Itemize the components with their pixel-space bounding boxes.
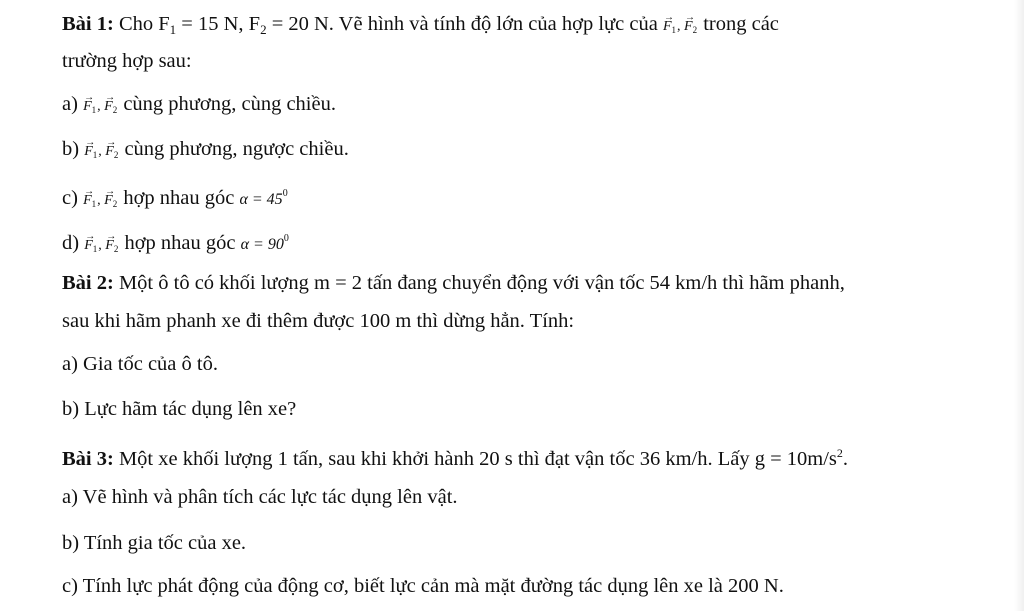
bai1-item-c [62, 182, 288, 216]
vector-separator: , [677, 19, 685, 34]
vector-separator: , [97, 193, 105, 208]
bai1-intro-text-b: = 15 N, F [176, 13, 261, 35]
bai2-line-1 [62, 271, 845, 295]
bai1-intro-line-2: trường hợp sau: [62, 50, 192, 72]
page-edge-shadow [1014, 0, 1024, 611]
bai1-item-d [62, 227, 289, 261]
squared-superscript: 2 [836, 446, 843, 460]
item-label: c) [62, 187, 84, 209]
vector-separator: , [98, 144, 106, 159]
bai3-title: Bài 3: [62, 448, 114, 470]
bai3-item-a: a) Vẽ hình và phân tích các lực tác dụng lên vật. [62, 486, 458, 508]
bai2-title: Bài 2: [62, 272, 114, 294]
bai3-text-1: Một xe khối lượng 1 tấn, sau khi khởi hành 20 s thì đạt vận tốc 36 km/h. Lấy g = 10m/s [113, 448, 837, 470]
bai1-f1-subscript: 1 [169, 22, 177, 37]
bai1-title: Bài 1: [62, 13, 114, 35]
vector-separator: , [97, 99, 105, 114]
vector-f1: → $F_1$ [84, 140, 97, 167]
item-text: cùng phương, cùng chiều. [118, 93, 336, 115]
bai3-item-c: c) Tính lực phát động của động cơ, biết lực cản mà mặt đường tác dụng lên xe là 200 N. [62, 575, 784, 597]
angle-formula: $\alpha = 90^0$ [240, 233, 289, 253]
vector-separator: , [98, 238, 106, 253]
vector-f1: → $F_1$ [83, 189, 96, 216]
bai1-f2-subscript: 2 [260, 22, 267, 37]
bai2-item-b: b) Lực hãm tác dụng lên xe? [62, 398, 297, 420]
bai1-intro-text-a: Cho F [118, 13, 170, 35]
bai1-intro-text-c: = 20 N. Vẽ hình và tính độ lớn của hợp lực của [266, 13, 663, 35]
item-label: b) [62, 138, 85, 160]
vector-f2: → $F_2$ [104, 189, 117, 216]
bai1-item-a [62, 92, 336, 122]
item-label: d) [62, 232, 85, 254]
vector-f2: → $F_2$ [684, 15, 697, 42]
vector-f1: → $F_1$ [83, 95, 96, 122]
bai2-item-a: a) Gia tốc của ô tô. [62, 353, 218, 375]
bai3-line-1 [62, 441, 848, 471]
bai2-line-2: sau khi hãm phanh xe đi thêm được 100 m thì dừng hẳn. Tính: [62, 310, 575, 332]
angle-formula: $\alpha = 45^0$ [239, 188, 288, 208]
item-label: a) [62, 93, 84, 115]
item-text: cùng phương, ngược chiều. [119, 138, 349, 160]
item-text: hợp nhau góc [119, 232, 241, 254]
vector-f2: → $F_2$ [104, 95, 117, 122]
vector-f1: → $F_1$ [84, 234, 97, 261]
item-text: hợp nhau góc [118, 187, 240, 209]
bai3-item-b: b) Tính gia tốc của xe. [62, 532, 247, 554]
bai1-intro-text-d: trong các [698, 13, 779, 35]
vector-f2: → $F_2$ [105, 234, 118, 261]
vector-f1: → $F_1$ [663, 15, 676, 42]
bai2-text-1: Một ô tô có khối lượng m = 2 tấn đang chuyển động với vận tốc 54 km/h thì hãm phanh, [113, 272, 845, 294]
bai1-item-b [62, 137, 349, 167]
vector-f2: → $F_2$ [105, 140, 118, 167]
sentence-end: . [842, 448, 849, 470]
bai1-intro-line [62, 12, 779, 42]
